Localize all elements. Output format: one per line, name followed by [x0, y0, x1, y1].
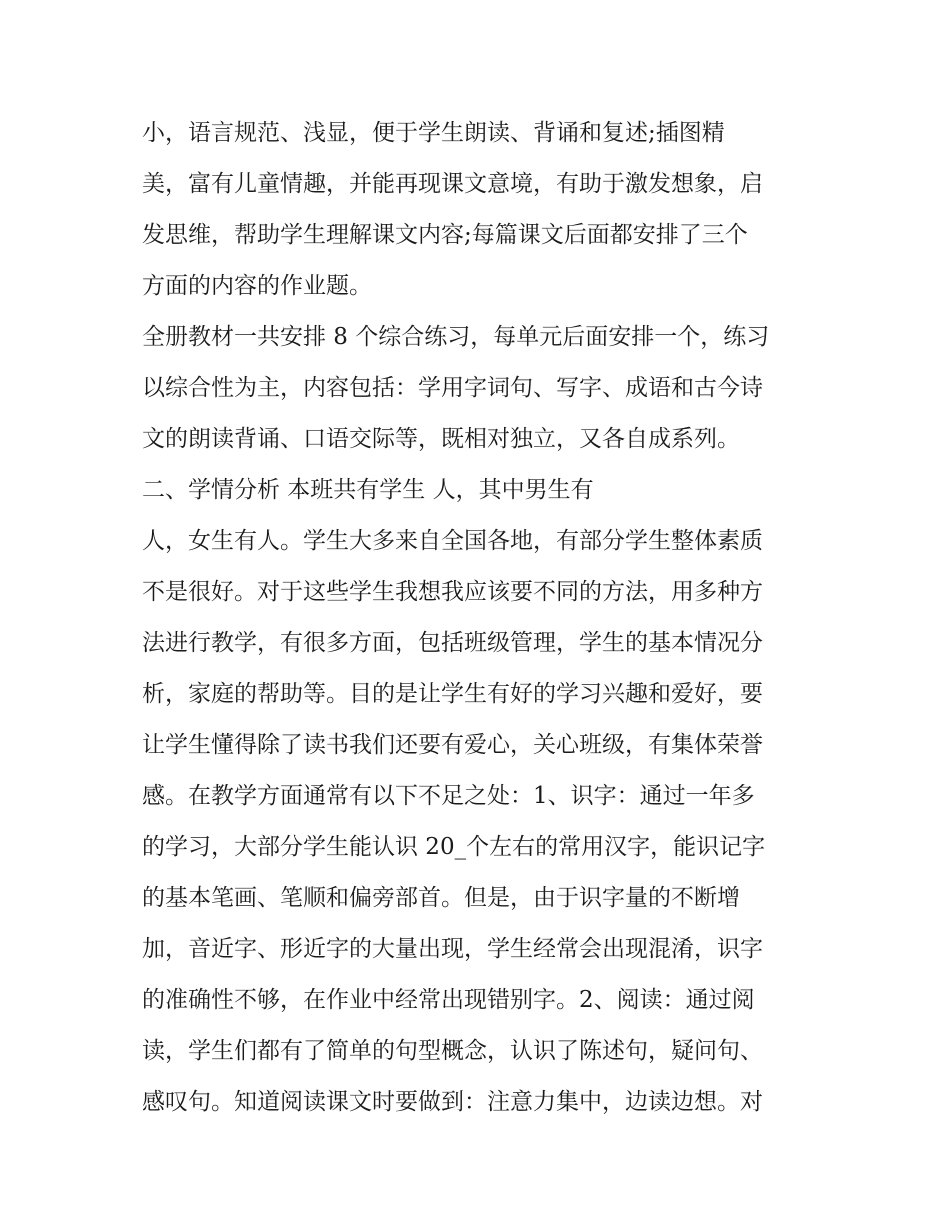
text-line-14: 感。在教学方面通常有以下不足之处：1、识字：通过一年多 [142, 783, 755, 809]
text-line-1: 小，语言规范、浅显，便于学生朗读、背诵和复述;插图精 [142, 120, 725, 146]
text-line-20: 感叹句。知道阅读课文时要做到：注意力集中，边读边想。对 [142, 1089, 763, 1115]
text-line-18: 的准确性不够，在作业中经常出现错别字。2、阅读：通过阅 [142, 987, 755, 1013]
section-heading-line: 二、学情分析 本班共有学生 人，其中男生有 [142, 477, 594, 503]
body-text [142, 108, 822, 1128]
text-line-11: 法进行教学，有很多方面，包括班级管理，学生的基本情况分 [142, 630, 763, 656]
text-line-7: 文的朗读背诵、口语交际等，既相对独立，又各自成系列。 [142, 426, 740, 452]
text-line-16: 的基本笔画、笔顺和偏旁部首。但是，由于识字量的不断增 [142, 885, 740, 911]
text-line-17: 加，音近字、形近字的大量出现，学生经常会出现混淆，识字 [142, 936, 763, 962]
text-line-12: 析，家庭的帮助等。目的是让学生有好的学习兴趣和爱好，要 [142, 681, 763, 707]
text-line-2: 美，富有儿童情趣，并能再现课文意境，有助于激发想象，启 [142, 171, 763, 197]
text-line-6: 以综合性为主，内容包括：学用字词句、写字、成语和古今诗 [142, 375, 763, 401]
text-line-15: 的学习，大部分学生能认识 20_个左右的常用汉字，能识记字 [142, 834, 766, 860]
text-line-10: 不是很好。对于这些学生我想我应该要不同的方法，用多种方 [142, 579, 763, 605]
text-line-9: 人，女生有人。学生大多来自全国各地，有部分学生整体素质 [142, 528, 763, 554]
text-line-19: 读，学生们都有了简单的句型概念，认识了陈述句，疑问句、 [142, 1038, 763, 1064]
text-line-4: 方面的内容的作业题。 [142, 273, 372, 299]
text-line-3: 发思维，帮助学生理解课文内容;每篇课文后面都安排了三个 [142, 222, 748, 248]
text-line-5: 全册教材一共安排 8 个综合练习，每单元后面安排一个，练习 [142, 324, 770, 350]
text-line-13: 让学生懂得除了读书我们还要有爱心，关心班级，有集体荣誉 [142, 732, 763, 758]
